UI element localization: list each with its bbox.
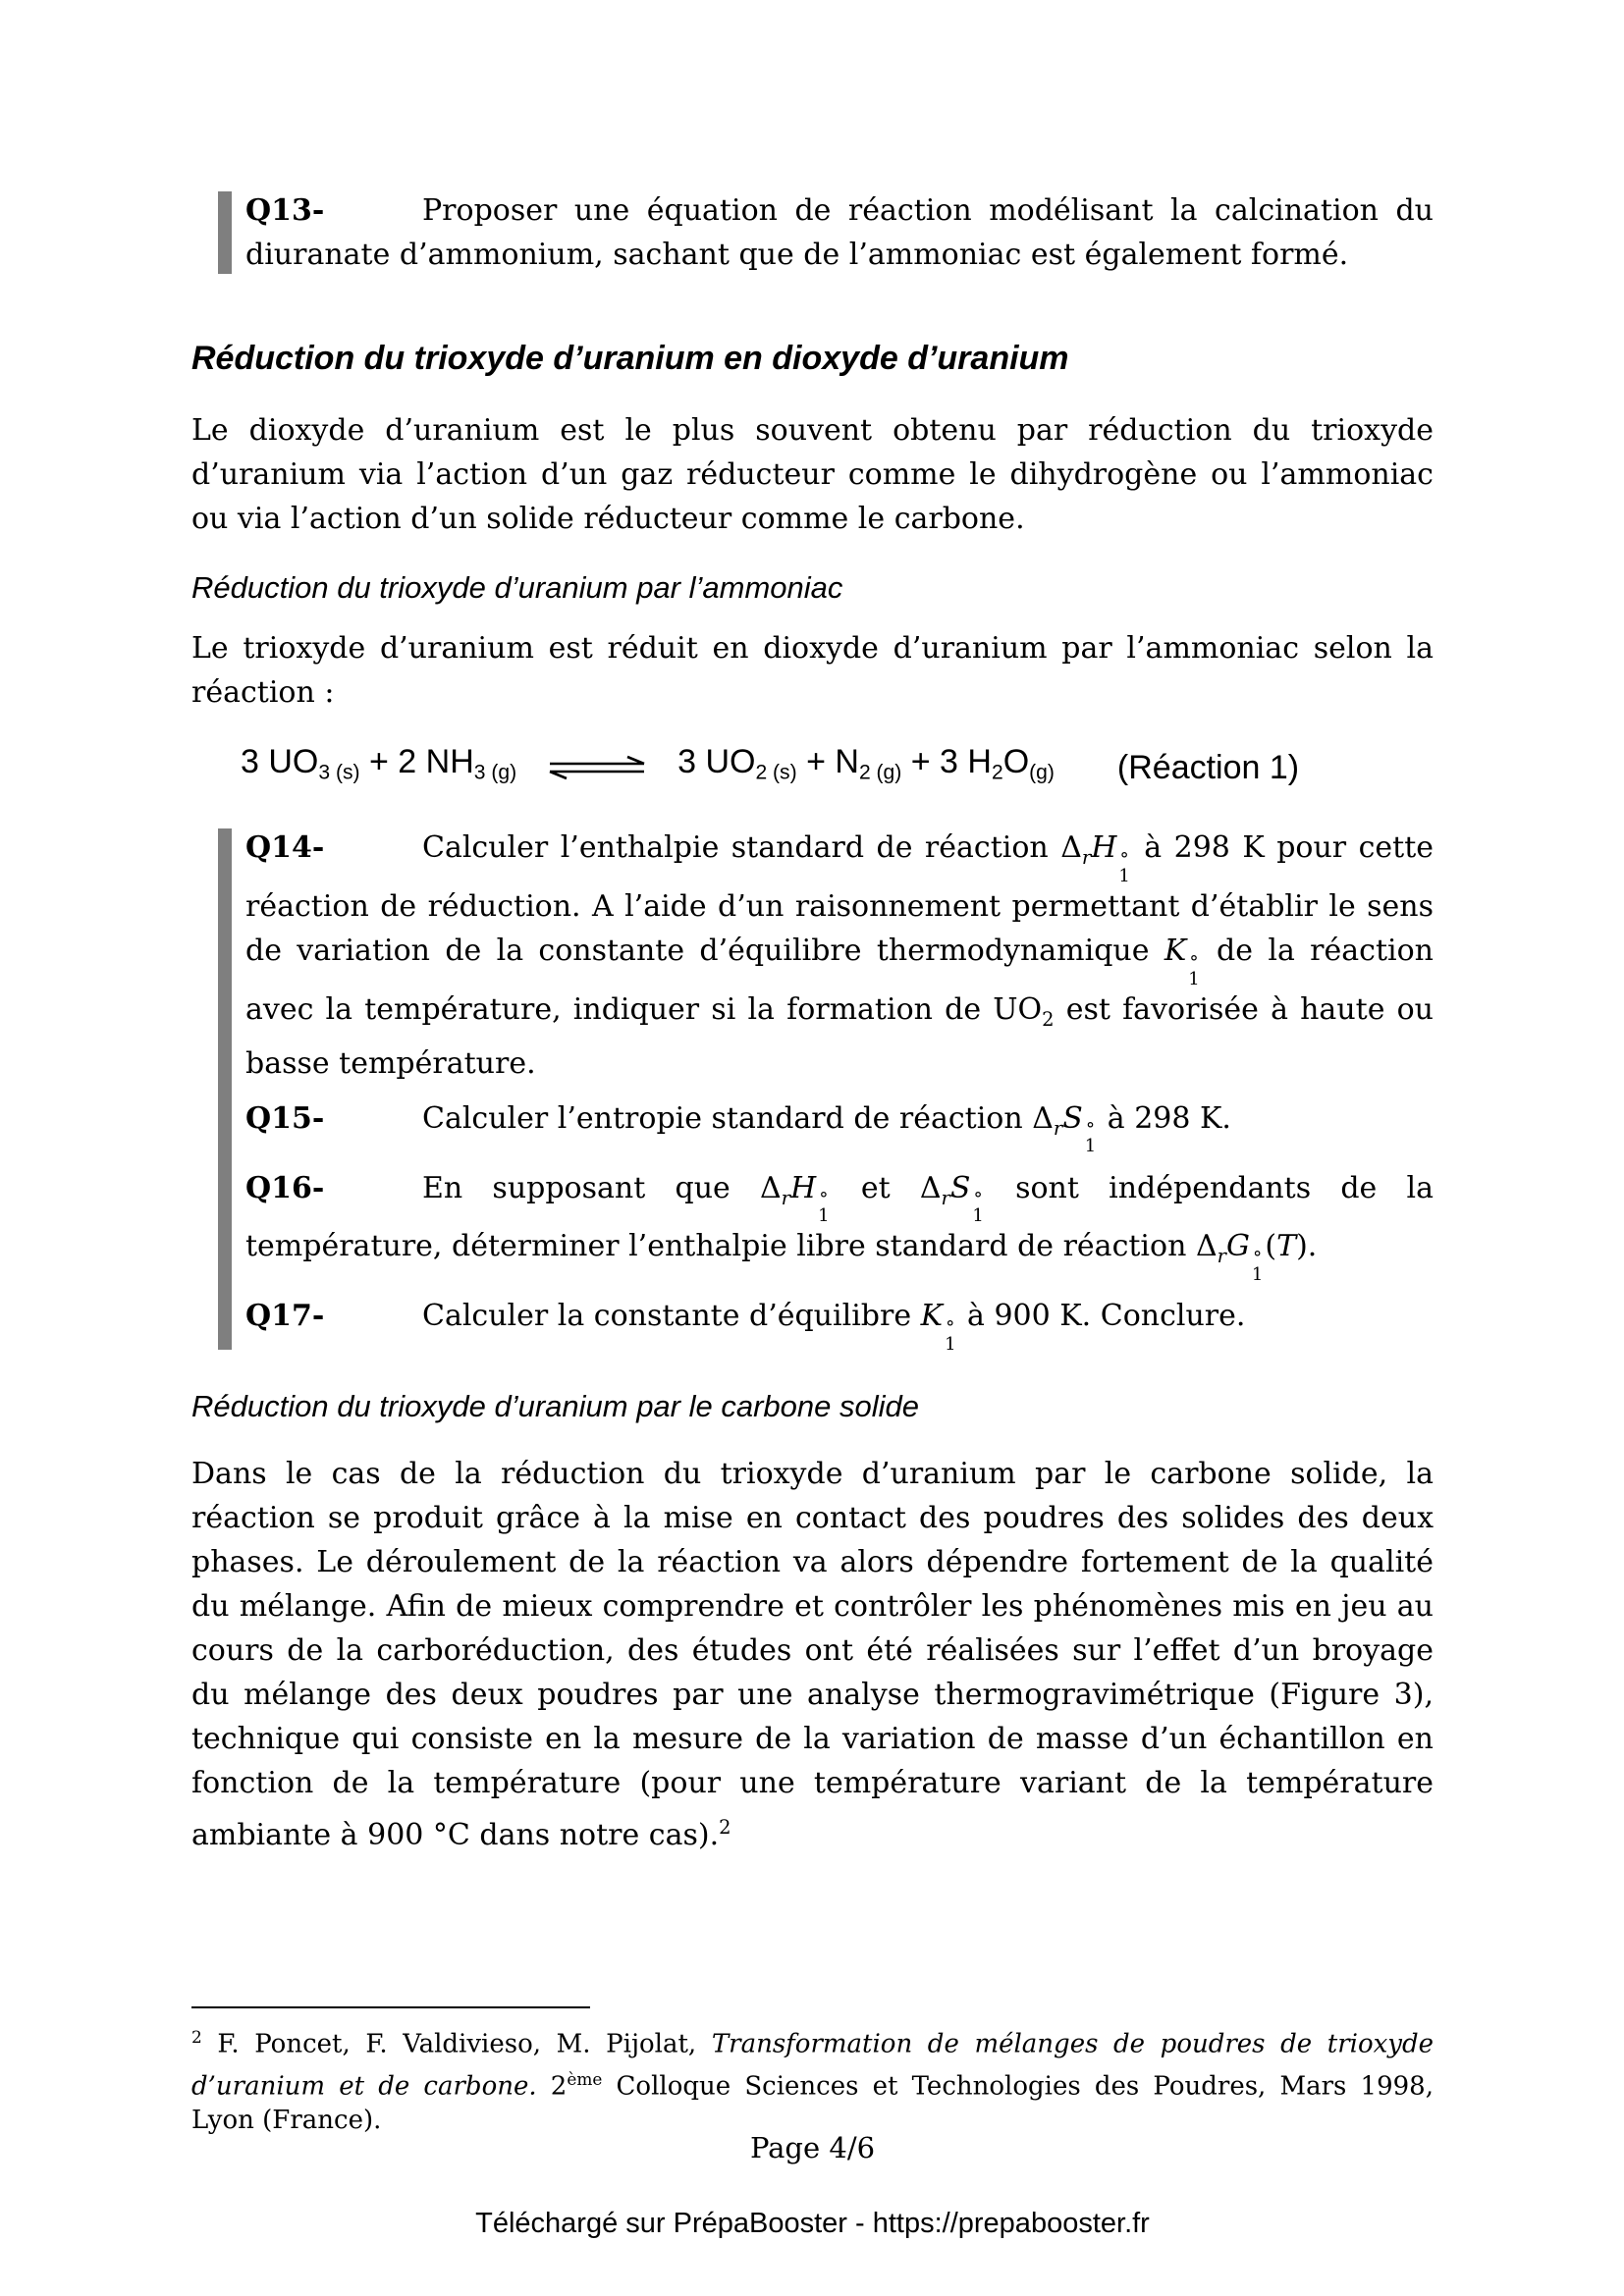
- question-q13-label: Q13-: [245, 193, 325, 228]
- equilibrium-arrows-icon: [544, 753, 650, 782]
- question-block-q14-q17: [191, 826, 1435, 1355]
- question-q13-text: Proposer une équation de réaction modélisant la calcination du diuranate d’ammonium, sachant que de l’ammoniac est également formé.: [245, 193, 1434, 272]
- question-q14: [245, 826, 1434, 1085]
- question-sidebar-rule: [218, 828, 232, 1349]
- question-q15-text: Calculer l’entropie standard de réaction $\Delta_rS$ ° 1 à 298 K.: [422, 1100, 1231, 1157]
- question-q17-text: Calculer la constante d’équilibre K ° 1 à 900 K. Conclure.: [422, 1298, 1246, 1355]
- download-footer: Téléchargé sur PrépaBooster - https://prepabooster.fr: [475, 2208, 1150, 2239]
- page-number: Page 4/6: [749, 2131, 876, 2164]
- question-q15-label: Q15-: [245, 1100, 325, 1136]
- question-q16-text: En supposant que $\Delta_rH$ ° 1 et $\Delta_rS$ ° 1 sont indépendants de la température, déterminer l’enthalpie libre standard de réaction $\Delta_rG$ ° 1 (T).: [245, 1170, 1435, 1285]
- question-q14-label: Q14-: [245, 830, 325, 866]
- footnote-divider: [191, 2006, 590, 2008]
- question-q16: [245, 1166, 1434, 1283]
- question-block-q13: [191, 188, 1434, 277]
- ammonia-intro-paragraph: Le trioxyde d’uranium est réduit en dioxyde d’uranium par l’ammoniac selon la réaction :: [191, 631, 1434, 710]
- carbon-intro-paragraph: Dans le cas de la réduction du trioxyde d’uranium par le carbone solide, la réaction se produit grâce à la mise en contact des poudres des solides des deux phases. Le déroulement de la réaction va alors dépendre fortement de la qualité du mélange. Afin de mieux comprendre et contrôler les phénomènes mis en jeu au cours de la carboréduction, des études ont été réalisées sur l’effet d’un broyage du mélange des deux poudres par une analyse thermogravimétrique (Figure 3), technique qui consiste en la mesure de la variation de masse d’un échantillon en fonction de la température (pour une température variant de la température ambiante à 900 °C dans notre cas).$^2$: [191, 1456, 1434, 1852]
- question-q17: [245, 1294, 1434, 1353]
- section-heading-reduction: Réduction du trioxyde d’uranium en dioxyde d’uranium: [191, 340, 1069, 377]
- question-sidebar-rule: [218, 191, 232, 274]
- subsection-heading-ammonia: Réduction du trioxyde d’uranium par l’ammoniac: [191, 570, 843, 605]
- footnote: $^2$ F. Poncet, F. Valdivieso, M. Pijolat, Transformation de mélanges de poudres de trioxyde d’uranium et de carbone. 2ème Colloque Sciences et Technologies des Poudres, Mars 1998, Lyon (France).: [191, 2027, 1435, 2136]
- page-content: [191, 0, 1434, 2296]
- question-q15: [245, 1096, 1434, 1155]
- equation-reactants: 3 $UO_{3 (s)} + 2$ $NH_{3 (g)}$: [241, 743, 517, 784]
- question-q17-label: Q17-: [245, 1298, 325, 1333]
- question-q16-label: Q16-: [245, 1170, 325, 1205]
- section-intro-paragraph: Le dioxyde d’uranium est le plus souvent obtenu par réduction du trioxyde d’uranium via l’action d’un gaz réducteur comme le dihydrogène ou l’ammoniac ou via l’action d’un solide réducteur comme le carbone.: [191, 413, 1434, 536]
- subsection-heading-carbon: Réduction du trioxyde d’uranium par le carbone solide: [191, 1388, 919, 1423]
- question-q13: [245, 188, 1434, 277]
- question-q14-text: Calculer l’enthalpie standard de réaction $\Delta_rH$ ° 1 à 298 K pour cette réaction de réduction. A l’aide d’un raisonnement permettant d’établir le sens de variation de la constante d’équilibre thermodynamique K ° 1 de la réaction avec la température, indiquer si la formation de $UO_2$ est favorisée à haute ou basse température.: [245, 830, 1435, 1081]
- reaction-equation: [191, 734, 1434, 800]
- equation-label: (Réaction 1): [1116, 748, 1300, 786]
- equation-products: 3 $UO_{2 (s)} + N_{2 (g)} + 3$ $H_2O_{(g)}$: [677, 743, 1055, 784]
